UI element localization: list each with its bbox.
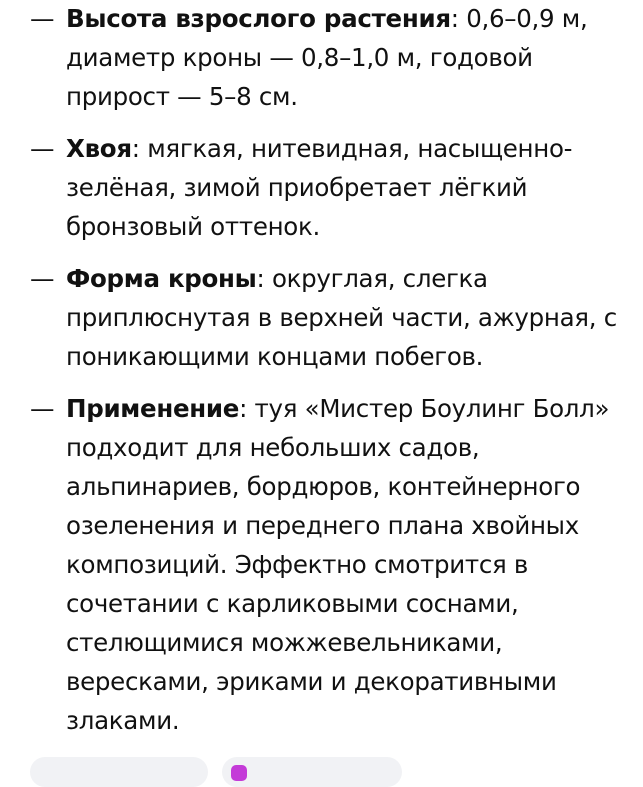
item-text: : округлая, слегка приплюснутая в верхней части, ажурная, с поникающими концами побегов.	[66, 264, 617, 371]
list-item	[0, 259, 643, 376]
item-term: Хвоя	[66, 134, 132, 163]
source-chip[interactable]	[222, 757, 402, 787]
list-dash: —	[30, 134, 55, 163]
item-text: : мягкая, нитевидная, насыщенно-зелёная, зимой приобретает лёгкий бронзовый оттенок.	[66, 134, 573, 241]
list-item	[0, 129, 643, 246]
item-term: Применение	[66, 394, 240, 423]
list-dash: —	[30, 4, 55, 33]
source-chip[interactable]	[30, 757, 208, 787]
list-item	[0, 0, 643, 116]
list-dash: —	[30, 264, 55, 293]
list-item	[0, 389, 643, 740]
item-term: Высота взрослого растения	[66, 4, 451, 33]
item-text: : 0,6–0,9 м, диаметр кроны — 0,8–1,0 м, годовой прирост — 5–8 см.	[66, 4, 588, 111]
item-term: Форма кроны	[66, 264, 257, 293]
item-text: : туя «Мистер Боулинг Болл» подходит для небольших садов, альпинариев, бордюров, контейнерного озеленения и переднего плана хвойных композиций. Эффектно смотрится в сочетании с карликовыми соснами, стелющимися можжевельниками, вересками, эриками и декоративными злаками.	[66, 394, 610, 735]
list-dash: —	[30, 394, 55, 423]
source-favicon-icon	[231, 765, 247, 781]
